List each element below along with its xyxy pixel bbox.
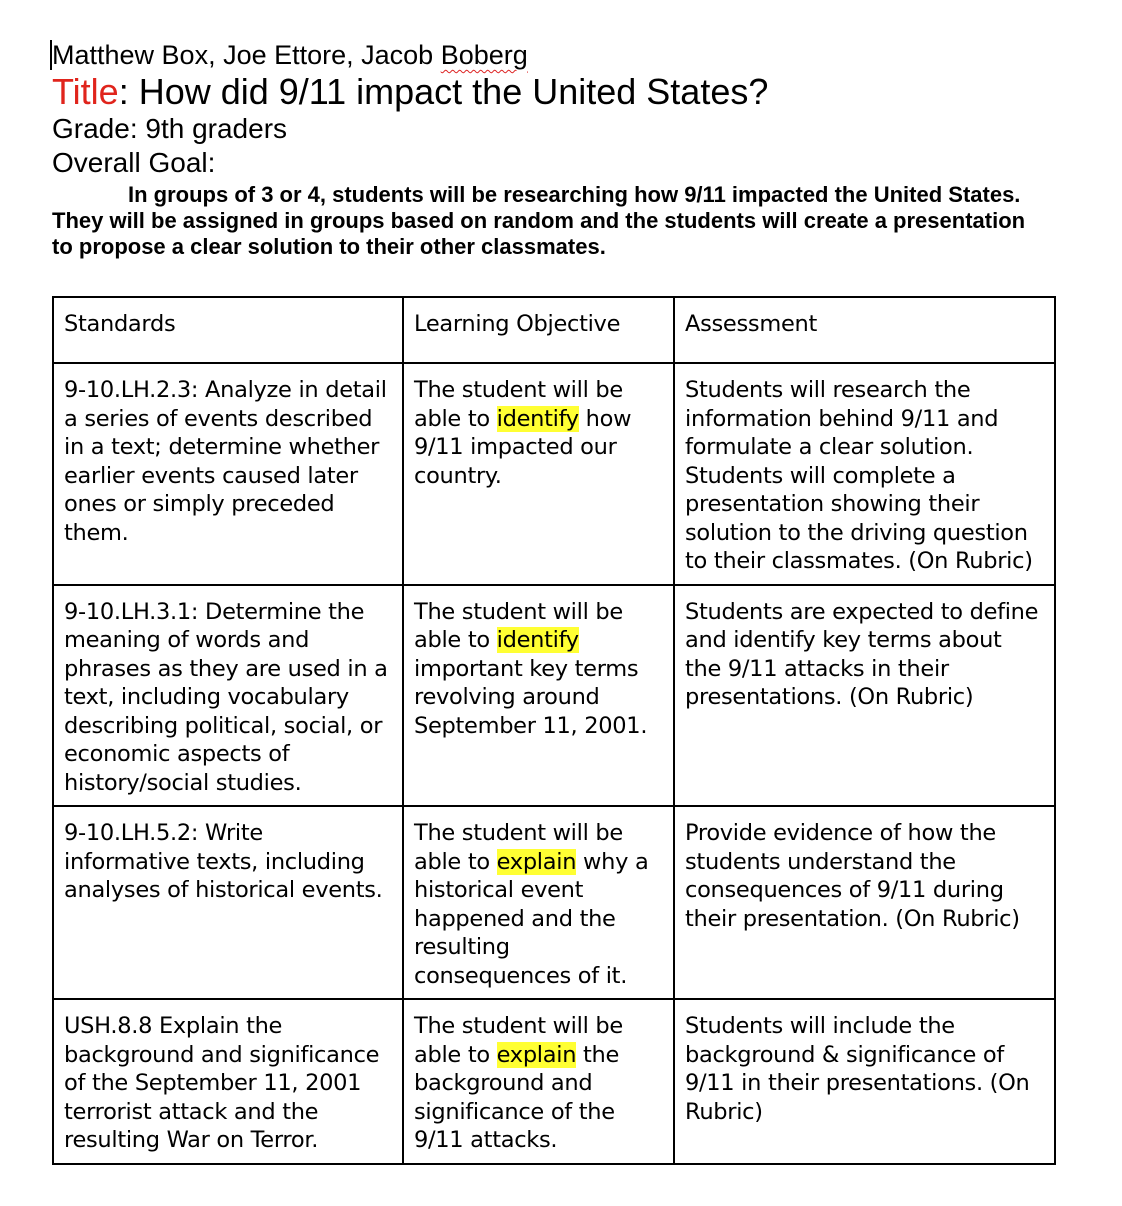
standard-cell: 9-10.LH.3.1: Determine the meaning of words and phrases as they are used in a text, including vocabulary describing political, social, or economic aspects of history/social studies. xyxy=(53,585,403,807)
authors-last-name-misspelled: Boberg xyxy=(440,40,528,70)
highlighted-verb: explain xyxy=(496,1041,577,1068)
overall-goal-label: Overall Goal: xyxy=(52,147,216,178)
objective-text: important key terms revolving around September 11, 2001. xyxy=(414,655,648,739)
highlighted-verb: explain xyxy=(496,848,577,875)
table-row xyxy=(53,585,1055,807)
header-assessment: Assessment xyxy=(674,297,1055,363)
objective-text: The student will be able to xyxy=(414,820,623,875)
table-row xyxy=(53,999,1055,1164)
overall-goal-text: In groups of 3 or 4, students will be researching how 9/11 impacted the United States. They will be assigned in groups based on random and the students will create a presentation to propose a clear solution to their other classmates. xyxy=(52,182,1026,259)
objective-text: why a historical event happened and the resulting consequences of it. xyxy=(414,848,649,989)
assessment-cell: Students will include the background & significance of 9/11 in their presentations. (On Rubric) xyxy=(674,999,1055,1164)
objective-cell xyxy=(403,585,674,807)
title-text: : How did 9/11 impact the United States? xyxy=(118,71,769,112)
header-learning-objective: Learning Objective xyxy=(403,297,674,363)
highlighted-verb: identify xyxy=(496,627,579,653)
title-label: Title xyxy=(52,71,119,112)
authors-text: Matthew Box, Joe Ettore, Jacob xyxy=(52,40,441,70)
assessment-cell: Students are expected to define and identify key terms about the 9/11 attacks in their presentations. (On Rubric) xyxy=(674,585,1055,807)
document-body xyxy=(52,38,1052,260)
objective-text: how 9/11 impacted our country. xyxy=(414,405,632,489)
lesson-plan-table xyxy=(52,296,1056,1165)
objective-cell xyxy=(403,806,674,999)
highlighted-verb: identify xyxy=(496,405,579,432)
standard-cell: USH.8.8 Explain the background and significance of the September 11, 2001 terrorist attack and the resulting War on Terror. xyxy=(53,999,403,1164)
objective-cell xyxy=(403,363,674,585)
objective-text: the background and significance of the 9/11 attacks. xyxy=(414,1041,620,1153)
text-cursor xyxy=(50,40,52,70)
authors-line xyxy=(52,38,1052,72)
assessment-cell: Provide evidence of how the students understand the consequences of 9/11 during their presentation. (On Rubric) xyxy=(674,806,1055,999)
table-row xyxy=(53,363,1055,585)
objective-text: The student will be able to xyxy=(414,1013,623,1068)
table-header-row xyxy=(53,297,1055,363)
grade-line: Grade: 9th graders xyxy=(52,113,288,144)
table-row xyxy=(53,806,1055,999)
standard-cell: 9-10.LH.5.2: Write informative texts, including analyses of historical events. xyxy=(53,806,403,999)
header-standards: Standards xyxy=(53,297,403,363)
document-title xyxy=(52,72,1052,112)
objective-text: The student will be able to xyxy=(414,377,623,432)
objective-text: The student will be able to xyxy=(414,598,623,653)
assessment-cell: Students will research the information behind 9/11 and formulate a clear solution. Students will complete a presentation showing their solution to the driving question to their classmates. (On Rubric) xyxy=(674,363,1055,585)
standard-cell: 9-10.LH.2.3: Analyze in detail a series of events described in a text; determine whether earlier events caused later ones or simply preceded them. xyxy=(53,363,403,585)
objective-cell xyxy=(403,999,674,1164)
